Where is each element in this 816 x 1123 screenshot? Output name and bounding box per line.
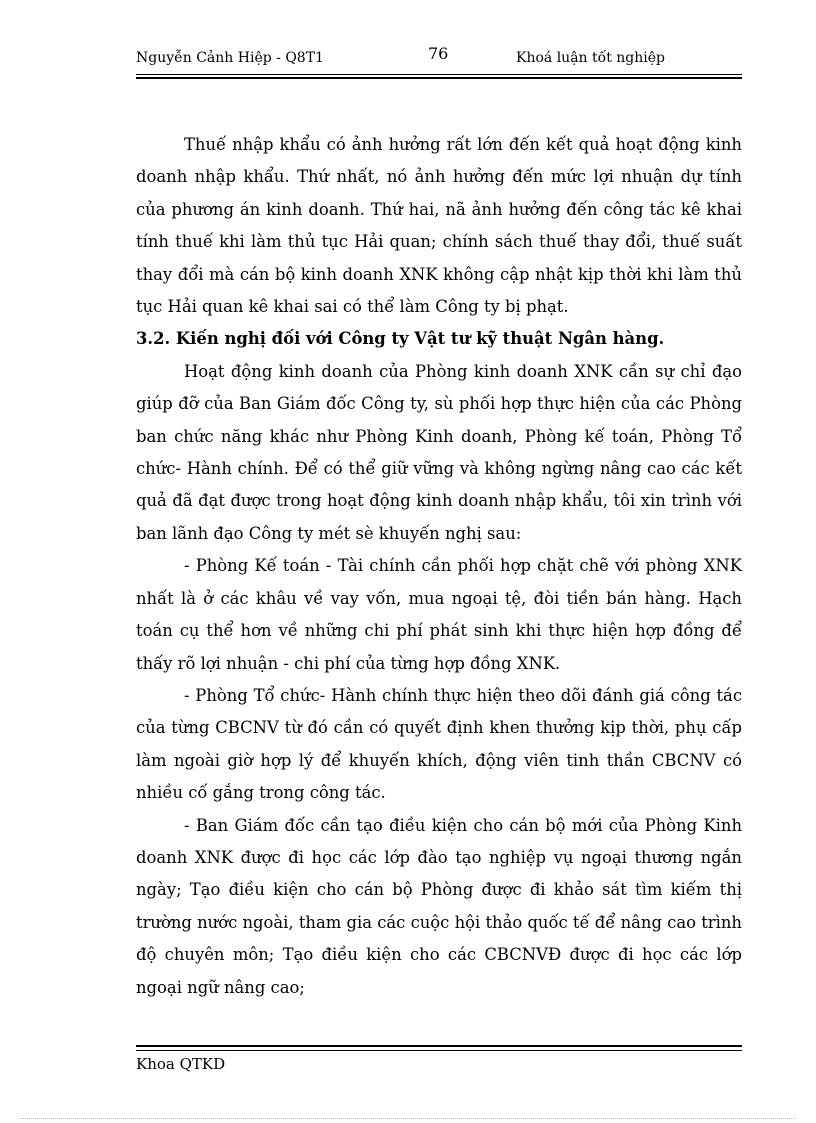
section-heading: 3.2. Kiến nghị đối với Công ty Vật tư kỹ thuật Ngân hàng. bbox=[136, 329, 665, 349]
paragraph-accounting-dept: - Phòng Kế toán - Tài chính cần phối hợp chặt chẽ với phòng XNK nhất là ở các khâu về vay vốn, mua ngoại tệ, đòi tiền bán hàng. Hạch toán cụ thể hơn về những chi phí phát sinh khi thực hiện hợp đồng để thấy rõ lợi nhuận - chi phí của từng hợp đồng XNK. bbox=[136, 556, 742, 673]
page-number: 76 bbox=[428, 44, 449, 63]
paragraph-admin-dept: - Phòng Tổ chức- Hành chính thực hiện theo dõi đánh giá công tác của từng CBCNV từ đó cần có quyết định khen thưởng kịp thời, phụ cấp làm ngoài giờ hợp lý để khuyến khích, động viên tinh thần CBCNV có nhiều cố gắng trong công tác. bbox=[136, 685, 742, 803]
header-rule-thick bbox=[136, 77, 742, 79]
footer-rule-thick bbox=[136, 1045, 742, 1047]
header-rule-thin bbox=[136, 74, 742, 75]
main-content bbox=[136, 129, 742, 1004]
header-author: Nguyễn Cảnh Hiệp - Q8T1 bbox=[136, 50, 324, 66]
page-bottom-border bbox=[20, 1118, 796, 1119]
page-header bbox=[136, 44, 742, 74]
paragraph-recommendation-intro: Hoạt động kinh doanh của Phòng kinh doanh XNK cần sự chỉ đạo giúp đỡ của Ban Giám đốc Công ty, sù phối hợp thực hiện của các Phòng ban chức năng khác như Phòng Kinh doanh, Phòng kế toán, Phòng Tổ chức- Hành chính. Để có thể giữ vững và không ngừng nâng cao các kết quả đã đạt được trong hoạt động kinh doanh nhập khẩu, tôi xin trình với ban lãnh đạo Công ty mét sè khuyến nghị sau: bbox=[136, 361, 742, 543]
footer-rule-thin bbox=[136, 1050, 742, 1051]
paragraph-board-directors: - Ban Giám đốc cần tạo điều kiện cho cán bộ mới của Phòng Kinh doanh XNK được đi học các lớp đào tạo nghiệp vụ ngoại thương ngắn ngày; Tạo điều kiện cho cán bộ Phòng được đi khảo sát tìm kiếm thị trường nước ngoài, tham gia các cuộc hội thảo quốc tế để nâng cao trình độ chuyên môn; Tạo điều kiện cho các CBCNVĐ được đi học các lớp ngoại ngữ nâng cao; bbox=[136, 815, 742, 997]
footer-department: Khoa QTKD bbox=[136, 1055, 226, 1073]
paragraph-import-tax: Thuế nhập khẩu có ảnh hưởng rất lớn đến kết quả hoạt động kinh doanh nhập khẩu. Thứ nhất, nó ảnh hưởng đến mức lợi nhuận dự tính của phương án kinh doanh. Thứ hai, nã ảnh hưởng đến công tác kê khai tính thuế khi làm thủ tục Hải quan; chính sách thuế thay đổi, thuế suất thay đổi mà cán bộ kinh doanh XNK không cập nhật kịp thời khi làm thủ tục Hải quan kê khai sai có thể làm Công ty bị phạt. bbox=[136, 135, 742, 317]
header-doc-title: Khoá luận tốt nghiệp bbox=[516, 50, 665, 66]
